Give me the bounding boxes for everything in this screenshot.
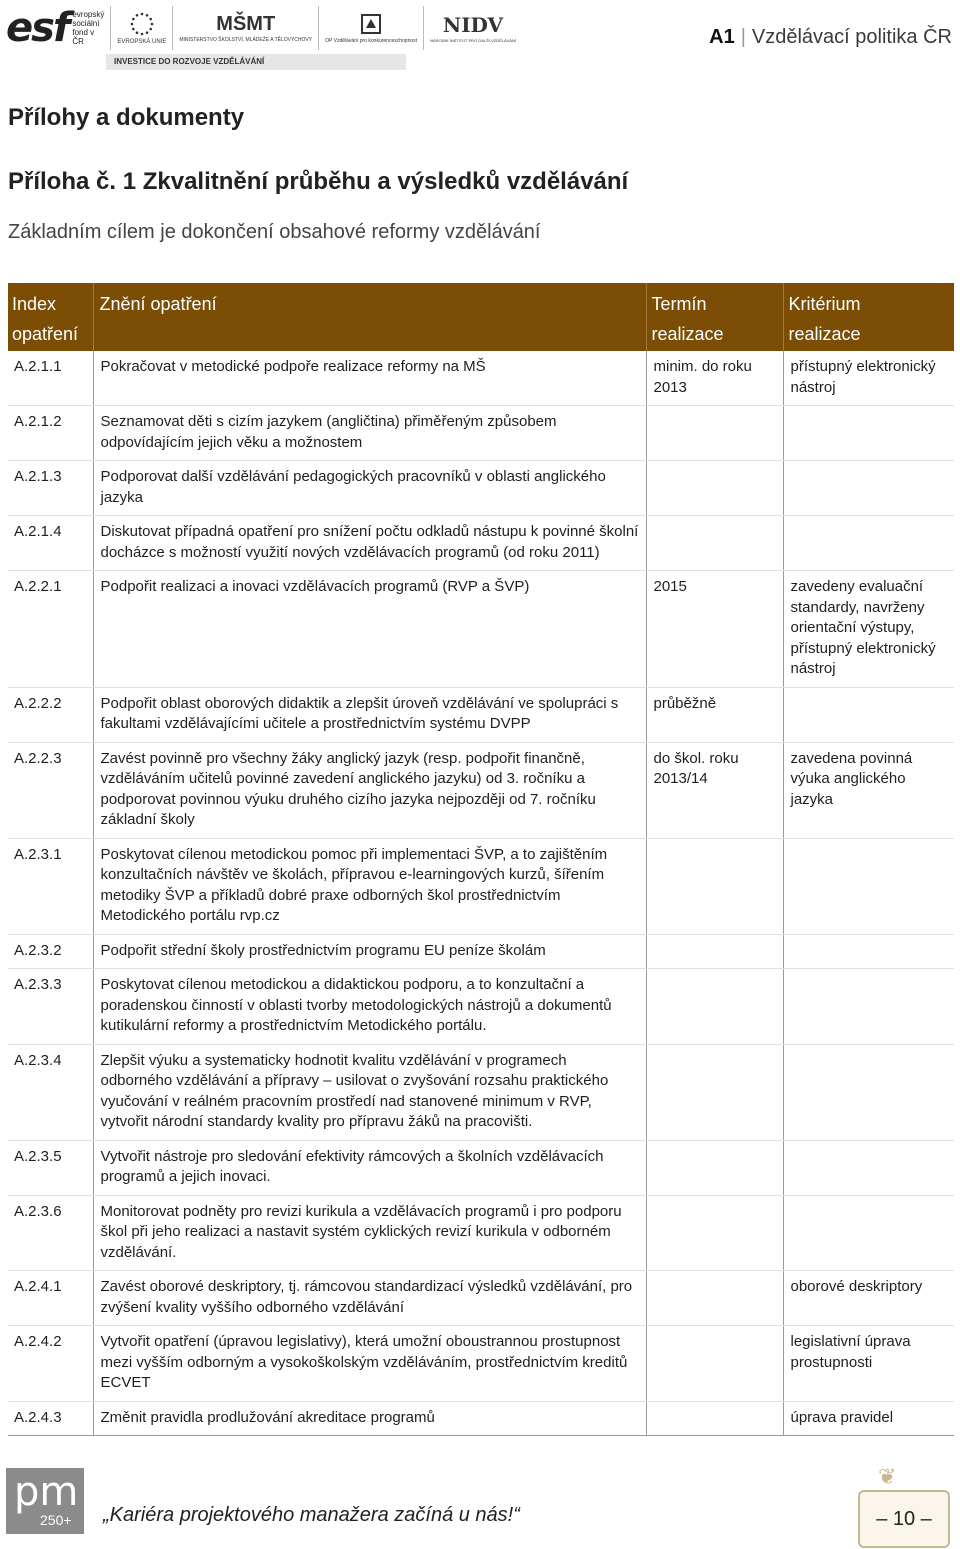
document-title: A1 | Vzdělávací politika ČR [709, 26, 952, 48]
cell-index: A.2.4.2 [8, 1326, 93, 1402]
document-name: Vzdělávací politika ČR [751, 26, 952, 48]
table-row [8, 406, 954, 461]
document-code: A1 [709, 26, 735, 48]
op-emblem-icon [359, 12, 383, 36]
table-row [8, 1195, 954, 1271]
appendix-heading: Příloha č. 1 Zkvalitnění průběhu a výsledků vzdělávání [8, 168, 629, 195]
cell-term: minim. do roku 2013 [646, 351, 783, 406]
cell-criterion [783, 838, 954, 934]
esf-text-1: evropský [72, 10, 105, 19]
cell-text: Zlepšit výuku a systematicky hodnotit kvalitu vzdělávání v programech odborného vzdělávání a přípravy – usilovat o zvyšování rozsahu praktického vyučování v reálném pracovním prostředí nad stanovené minimum v RVP, vytvořit národní standardy kvality pro přípravu žáků na pracovišti. [93, 1044, 646, 1140]
page-header [0, 0, 960, 75]
cell-term: 2015 [646, 571, 783, 688]
cell-index: A.2.3.1 [8, 838, 93, 934]
cell-criterion [783, 1044, 954, 1140]
msmt-logo [172, 6, 312, 50]
cell-index: A.2.4.1 [8, 1271, 93, 1326]
nidv-mark: NIDV [442, 12, 504, 37]
cell-criterion [783, 1140, 954, 1195]
pm-logo-mark: pm [14, 1469, 79, 1515]
cell-term [646, 516, 783, 571]
cell-term [646, 969, 783, 1045]
lead-text: Základním cílem je dokončení obsahové reformy vzdělávání [8, 221, 541, 243]
esf-text-3: fond v ČR [72, 28, 95, 46]
sponsor-logos [6, 2, 516, 70]
cell-criterion: zavedena povinná výuka anglického jazyka [783, 742, 954, 838]
cell-index: A.2.3.5 [8, 1140, 93, 1195]
table-row [8, 1401, 954, 1436]
section-heading: Přílohy a dokumenty [8, 104, 245, 131]
cell-term [646, 1195, 783, 1271]
cell-criterion: přístupný elektronický nástroj [783, 351, 954, 406]
op-logo [318, 6, 417, 50]
cell-text: Monitorovat podněty pro revizi kurikula a vzdělávacích programů i pro podporu škol při jeho realizaci a nastavit systém cyklických revizí kurikula v odborném vzdělávání. [93, 1195, 646, 1271]
table-row [8, 1271, 954, 1326]
table-body [8, 351, 954, 1436]
nidv-logo [423, 6, 516, 50]
cell-term [646, 934, 783, 969]
msmt-caption: MINISTERSTVO ŠKOLSTVÍ, MLÁDEŽE A TĚLOVÝCHOVY [179, 37, 313, 43]
column-header-term: Termín realizace [646, 283, 783, 351]
cell-text: Poskytovat cílenou metodickou a didaktickou podporu, a to konzultační a poradenskou činností v oblasti tvorby metodologických nástrojů a dokumentů kutikulární reformy a prostřednictvím Metodického portálu. [93, 969, 646, 1045]
table-row [8, 1140, 954, 1195]
cell-index: A.2.2.2 [8, 687, 93, 742]
table-row [8, 1044, 954, 1140]
cell-term [646, 406, 783, 461]
cell-text: Podpořit oblast oborových didaktik a zlepšit úroveň vzdělávání ve spolupráci s fakultami vzdělávajícími učitele a prostřednictvím systému DVPP [93, 687, 646, 742]
column-header-criterion: Kritérium realizace [783, 283, 954, 351]
cell-text: Zavést povinně pro všechny žáky anglický jazyk (resp. podpořit finančně, vzděláváním učitelů povinné zavedení anglického jazyku) od 3. ročníku a podporovat povinnou výuku druhého cizího jazyka nejpozději od 7. ročníku základní školy [93, 742, 646, 838]
cell-index: A.2.1.1 [8, 351, 93, 406]
cell-criterion [783, 969, 954, 1045]
footer-slogan: „Kariéra projektového manažera začíná u nás!“ [103, 1504, 520, 1526]
cell-index: A.2.4.3 [8, 1401, 93, 1436]
table-row [8, 461, 954, 516]
page-number: – 10 – [876, 1508, 932, 1530]
cell-term [646, 838, 783, 934]
table-row [8, 969, 954, 1045]
cell-text: Diskutovat případná opatření pro snížení počtu odkladů nástupu k povinné školní docházce s možností využití nových vzdělávacích programů (od roku 2011) [93, 516, 646, 571]
pm-logo [6, 1468, 84, 1534]
cell-index: A.2.3.3 [8, 969, 93, 1045]
esf-mark: esf [6, 5, 69, 51]
cell-index: A.2.2.1 [8, 571, 93, 688]
cell-text: Podpořit realizaci a inovaci vzdělávacích programů (RVP a ŠVP) [93, 571, 646, 688]
cell-text: Podpořit střední školy prostřednictvím programu EU peníze školám [93, 934, 646, 969]
cell-criterion: legislativní úprava prostupnosti [783, 1326, 954, 1402]
cell-index: A.2.3.2 [8, 934, 93, 969]
cell-term [646, 1401, 783, 1436]
table-row [8, 571, 954, 688]
eu-logo [110, 6, 166, 50]
eu-caption: EVROPSKÁ UNIE [117, 39, 167, 45]
cell-text: Poskytovat cílenou metodickou pomoc při implementaci ŠVP, a to zajištěním konzultačních návštěv ve školách, přípravou e-learningových kurzů, šířením metodiky ŠVP a příkladů dobré praxe odborných škol prostřednictvím Metodického portálu rvp.cz [93, 838, 646, 934]
cell-index: A.2.1.4 [8, 516, 93, 571]
cell-index: A.2.1.2 [8, 406, 93, 461]
cell-criterion [783, 406, 954, 461]
table-row [8, 934, 954, 969]
cell-text: Vytvořit nástroje pro sledování efektivity rámcových a školních vzdělávacích programů a jejich inovaci. [93, 1140, 646, 1195]
cell-criterion: úprava pravidel [783, 1401, 954, 1436]
cell-text: Pokračovat v metodické podpoře realizace reformy na MŠ [93, 351, 646, 406]
investice-band: INVESTICE DO ROZVOJE VZDĚLÁVÁNÍ [106, 54, 406, 70]
cell-term [646, 1140, 783, 1195]
table-row [8, 351, 954, 406]
table-row [8, 687, 954, 742]
cell-term: do škol. roku 2013/14 [646, 742, 783, 838]
cell-text: Vytvořit opatření (úpravou legislativy), která umožní oboustrannou prostupnost mezi vyšším odborným a vysokoškolským vzděláváním, prostřednictvím kreditů ECVET [93, 1326, 646, 1402]
cell-criterion [783, 516, 954, 571]
column-header-text: Znění opatření [93, 283, 646, 351]
cell-criterion [783, 461, 954, 516]
cell-index: A.2.3.4 [8, 1044, 93, 1140]
cell-text: Seznamovat děti s cizím jazykem (angličtina) přiměřeným způsobem odpovídajícím jejich věku a možnostem [93, 406, 646, 461]
nidv-caption: NÁRODNÍ INSTITUT PRO DALŠÍ VZDĚLÁVÁNÍ [430, 37, 516, 43]
cell-index: A.2.3.6 [8, 1195, 93, 1271]
cell-criterion: oborové deskriptory [783, 1271, 954, 1326]
cell-term: průběžně [646, 687, 783, 742]
op-caption: OP Vzdělávání pro konkurenceschopnost [325, 38, 418, 44]
cell-term [646, 461, 783, 516]
cell-term [646, 1044, 783, 1140]
cell-criterion [783, 934, 954, 969]
cell-text: Změnit pravidla prodlužování akreditace programů [93, 1401, 646, 1436]
cell-index: A.2.2.3 [8, 742, 93, 838]
table-row [8, 838, 954, 934]
cell-term [646, 1326, 783, 1402]
cell-index: A.2.1.3 [8, 461, 93, 516]
measures-table [8, 283, 954, 1436]
esf-text-2: sociální [72, 19, 100, 28]
page-number-badge [858, 1490, 950, 1548]
cell-criterion [783, 1195, 954, 1271]
table-header-row [8, 283, 954, 351]
page-footer [0, 1460, 960, 1549]
eu-stars-icon [129, 11, 155, 37]
ornament-icon: ❦ [878, 1464, 897, 1489]
cell-criterion: zavedeny evaluační standardy, navrženy orientační výstupy, přístupný elektronický nástroj [783, 571, 954, 688]
column-header-index: Index opatření [8, 283, 93, 351]
table-row [8, 516, 954, 571]
cell-text: Podporovat další vzdělávání pedagogických pracovníků v oblasti anglického jazyka [93, 461, 646, 516]
pm-logo-sub: 250+ [40, 1512, 72, 1528]
table-row [8, 742, 954, 838]
cell-criterion [783, 687, 954, 742]
msmt-mark: MŠMT [216, 13, 276, 35]
table-row [8, 1326, 954, 1402]
esf-logo [6, 5, 105, 51]
cell-term [646, 1271, 783, 1326]
cell-text: Zavést oborové deskriptory, tj. rámcovou standardizací výsledků vzdělávání, pro zvýšení kvality vyššího odborného vzdělávání [93, 1271, 646, 1326]
